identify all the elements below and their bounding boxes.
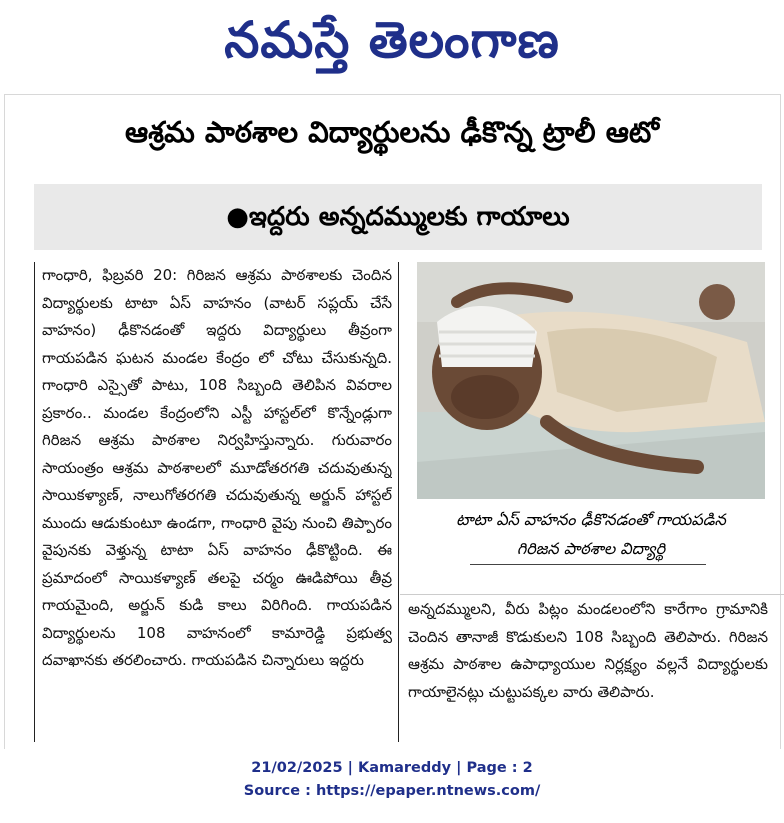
footer-edition-info: 21/02/2025 | Kamareddy | Page : 2 xyxy=(251,760,533,776)
photo-caption xyxy=(415,505,767,563)
article-headline: ఆశ్రమ పాఠశాల విద్యార్థులను ఢీకొన్న ట్రాలీ ఆటో xyxy=(124,115,660,149)
article-body-right-column: అన్నదమ్ములని, వీరు పిట్లం మండలంలోని కారేగాం గ్రామానికి చెందిన తానాజీ కొడుకులని 108 సిబ్బంది తెలిపారు. గిరిజన ఆశ్రమ పాఠశాల ఉపాధ్యాయుల నిర్లక్ష్యం వల్లనే విద్యార్థులకు గాయాలైనట్లు చుట్టుపక్కల వారు తెలిపారు. xyxy=(408,600,768,701)
masthead-title: నమస్తే తెలంగాణ xyxy=(224,10,560,69)
photo-caption-line1: టాటా ఏస్ వాహనం ఢీకొనడంతో గాయపడిన xyxy=(456,510,726,529)
article-body-left-column: గాంధారి, ఫిబ్రవరి 20: గిరిజన ఆశ్రమ పాఠశాలకు చెందిన విద్యార్థులకు టాటా ఏస్ వాహనం (వాటర్ సప్లయ్ చేసే వాహనం) ఢీకొనడంతో ఇద్దరు విద్యార్థులు తీవ్రంగా గాయపడిన ఘటన మండల కేంద్రం లో చోటు చేసుకున్నది. గాంధారి ఎస్సైతో పాటు, 108 సిబ్బంది తెలిపిన వివరాల ప్రకారం.. మండల కేంద్రంలోని ఎస్టీ హాస్టల్‌లో కొన్నేండ్లుగా గిరిజన ఆశ్రమ పాఠశాల నిర్వహిస్తున్నారు. గురువారం సాయంత్రం ఆశ్రమ పాఠశాలలో మూడోతరగతి చదువుతున్న సాయికళ్యాణ్, నాలుగోతరగతి చదువుతున్న అర్జున్ హాస్టల్ ముందు ఆడుకుంటూ ఉండగా, గాంధారి వైపు నుంచి తిప్పారం వైపునకు వెళ్తున్న టాటా ఏస్ వాహనం ఢీకొట్టింది. ఈ ప్రమాదంలో సాయికళ్యాణ్ తలపై చర్మం ఊడిపోయి తీవ్ర గాయమైంది, అర్జున్ కుడి కాలు విరిగింది. గాయపడిన విద్యార్థులను 108 వాహనంలో కామారెడ్డి ప్రభుత్వ దవాఖానకు తరలించారు. గాయపడిన చిన్నారులు ఇద్దరు xyxy=(42,266,392,669)
left-column-rule xyxy=(34,262,35,742)
caption-underline xyxy=(470,564,706,565)
news-photo-injured-student xyxy=(417,262,765,499)
middle-column-rule xyxy=(398,262,399,742)
photo-image xyxy=(417,262,765,499)
photo-caption-line2: గిరిజన పాఠశాల విద్యార్థి xyxy=(516,539,666,558)
article-subheadline: ●ఇద్దరు అన్నదమ్ములకు గాయాలు xyxy=(226,202,570,232)
right-column-top-rule xyxy=(400,594,784,595)
footer-source-link[interactable]: Source : https://epaper.ntnews.com/ xyxy=(243,783,541,799)
subheadline-band xyxy=(34,184,762,250)
newspaper-masthead xyxy=(0,0,784,86)
